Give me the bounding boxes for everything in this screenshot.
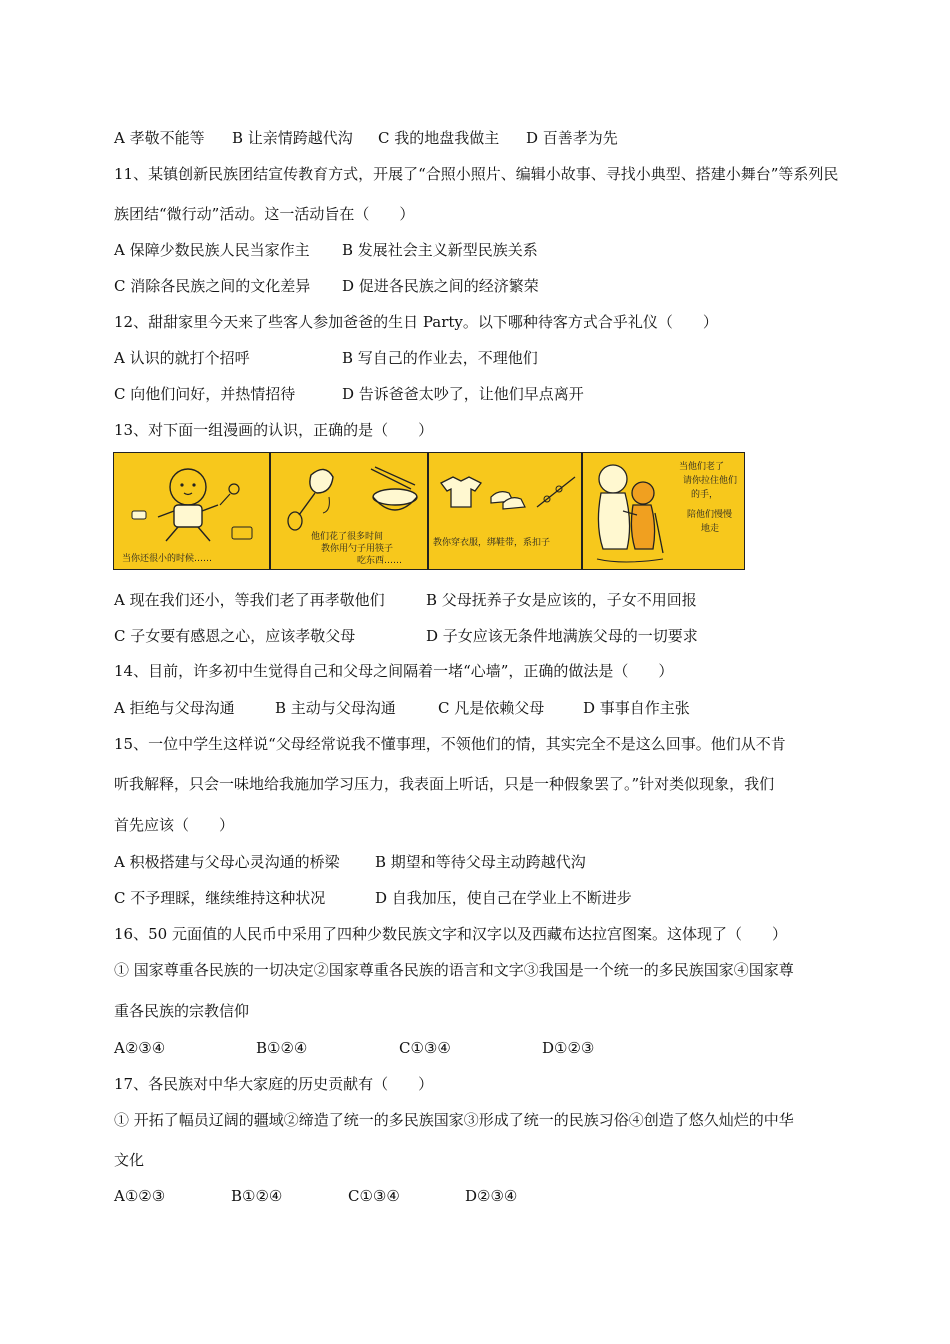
q12-options-row-2: [114, 384, 938, 404]
q11-stem-2: 族团结“微行动”活动。这一活动旨在（ ）: [114, 205, 415, 223]
q15-option-a: A 积极搭建与父母心灵沟通的桥梁: [114, 853, 340, 871]
comic-caption-6: 当他们老了: [679, 462, 725, 472]
comic-panel-elderly: [582, 452, 745, 570]
q17-stem: 17、各民族对中华大家庭的历史贡献有（ ）: [114, 1075, 434, 1093]
q17-option-b: B①②④: [231, 1187, 283, 1205]
q11-stem-1: 11、某镇创新民族团结宣传教育方式，开展了“合照小照片、编辑小故事、寻找小典型、搭建小舞台”等系列民: [114, 165, 839, 183]
comic-caption-9: 陪他们慢慢: [687, 510, 733, 520]
q13-option-d: D 子女应该无条件地满族父母的一切要求: [426, 627, 698, 645]
comic-panel-clothes: [428, 452, 582, 570]
q14-option-d: D 事事自作主张: [583, 699, 690, 717]
q16-option-a: A②③④: [114, 1039, 166, 1057]
q10-option-a: A 孝敬不能等: [114, 129, 205, 147]
q16-options: [114, 1038, 938, 1058]
q17-items-2: 文化: [114, 1151, 145, 1169]
q16-items-2: 重各民族的宗教信仰: [114, 1002, 250, 1020]
q12-option-b: B 写自己的作业去，不理他们: [342, 349, 538, 367]
q17-items-1: ① 开拓了幅员辽阔的疆域②缔造了统一的多民族国家③形成了统一的民族习俗④创造了悠久灿烂的中华: [114, 1111, 794, 1129]
q13-stem: 13、对下面一组漫画的认识，正确的是（ ）: [114, 421, 434, 439]
q14-stem: 14、目前，许多初中生觉得自己和父母之间隔着一堵“心墙”，正确的做法是（ ）: [114, 662, 674, 680]
q11-option-a: A 保障少数民族人民当家作主: [114, 241, 310, 259]
q12-option-c: C 向他们问好，并热情招待: [114, 385, 296, 403]
q12-options-row-1: [114, 348, 938, 368]
q10-option-c: C 我的地盘我做主: [378, 129, 500, 147]
q17-option-a: A①②③: [114, 1187, 166, 1205]
q14-options: [114, 698, 938, 718]
q13-option-b: B 父母抚养子女是应该的，子女不用回报: [426, 591, 697, 609]
q17-option-c: C①③④: [348, 1187, 400, 1205]
q15-stem-1: 15、一位中学生这样说“父母经常说我不懂事理，不领他们的情，其实完全不是这么回事。他们从不肯: [114, 735, 786, 753]
q15-option-b: B 期望和等待父母主动跨越代沟: [375, 853, 586, 871]
comic-caption-8: 的手，: [691, 490, 719, 500]
q15-stem-3: 首先应该（ ）: [114, 816, 235, 834]
q13-option-a: A 现在我们还小，等我们老了再孝敬他们: [114, 591, 385, 609]
q10-option-b: B 让亲情跨越代沟: [232, 129, 353, 147]
q15-stem-2: 听我解释，只会一味地给我施加学习压力，我表面上听话，只是一种假象罢了。”针对类似现象，我们: [114, 775, 775, 793]
q15-option-d: D 自我加压，使自己在学业上不断进步: [375, 889, 632, 907]
comic-caption-2: 他们花了很多时间: [311, 532, 384, 542]
q12-stem: 12、甜甜家里今天来了些客人参加爸爸的生日 Party。以下哪种待客方式合乎礼仪（ ）: [114, 313, 718, 331]
q14-option-b: B 主动与父母沟通: [275, 699, 396, 717]
q16-option-b: B①②④: [256, 1039, 308, 1057]
q16-option-c: C①③④: [399, 1039, 451, 1057]
q17-options: [114, 1186, 938, 1206]
comic-caption-3: 教你用勺子用筷子: [321, 544, 394, 554]
comic-caption-1: 当你还很小的时候……: [122, 554, 213, 564]
q11-option-d: D 促进各民族之间的经济繁荣: [342, 277, 539, 295]
q15-options-row-2: [114, 888, 938, 908]
clothes-drawing: [429, 453, 582, 570]
comic-caption-7: 请你拉住他们: [683, 476, 738, 486]
filial-piety-comic: [113, 452, 745, 570]
q14-option-c: C 凡是依赖父母: [438, 699, 545, 717]
q13-options-row-1: [114, 590, 938, 610]
q15-option-c: C 不予理睬，继续维持这种状况: [114, 889, 326, 907]
comic-panel-baby: [113, 452, 270, 570]
q13-option-c: C 子女要有感恩之心，应该孝敬父母: [114, 627, 356, 645]
q11-option-b: B 发展社会主义新型民族关系: [342, 241, 538, 259]
q10-option-d: D 百善孝为先: [526, 129, 618, 147]
q12-option-d: D 告诉爸爸太吵了，让他们早点离开: [342, 385, 584, 403]
comic-caption-10: 地走: [701, 524, 720, 534]
q13-options-row-2: [114, 626, 938, 646]
q16-stem: 16、50 元面值的人民币中采用了四种少数民族文字和汉字以及西藏布达拉宫图案。这体现了（ ）: [114, 925, 787, 943]
q16-option-d: D①②③: [542, 1039, 595, 1057]
q12-option-a: A 认识的就打个招呼: [114, 349, 250, 367]
q10-options: [114, 128, 938, 148]
q11-options-row-1: [114, 240, 938, 260]
q11-option-c: C 消除各民族之间的文化差异: [114, 277, 311, 295]
comic-caption-4: 吃东西……: [357, 556, 403, 566]
q17-option-d: D②③④: [465, 1187, 518, 1205]
q16-items-1: ① 国家尊重各民族的一切决定②国家尊重各民族的语言和文字③我国是一个统一的多民族国家④国家尊: [114, 961, 794, 979]
comic-caption-5: 教你穿衣服，绑鞋带，系扣子: [433, 538, 551, 548]
q11-options-row-2: [114, 276, 938, 296]
q14-option-a: A 拒绝与父母沟通: [114, 699, 235, 717]
q15-options-row-1: [114, 852, 938, 872]
comic-panel-utensils: [270, 452, 428, 570]
